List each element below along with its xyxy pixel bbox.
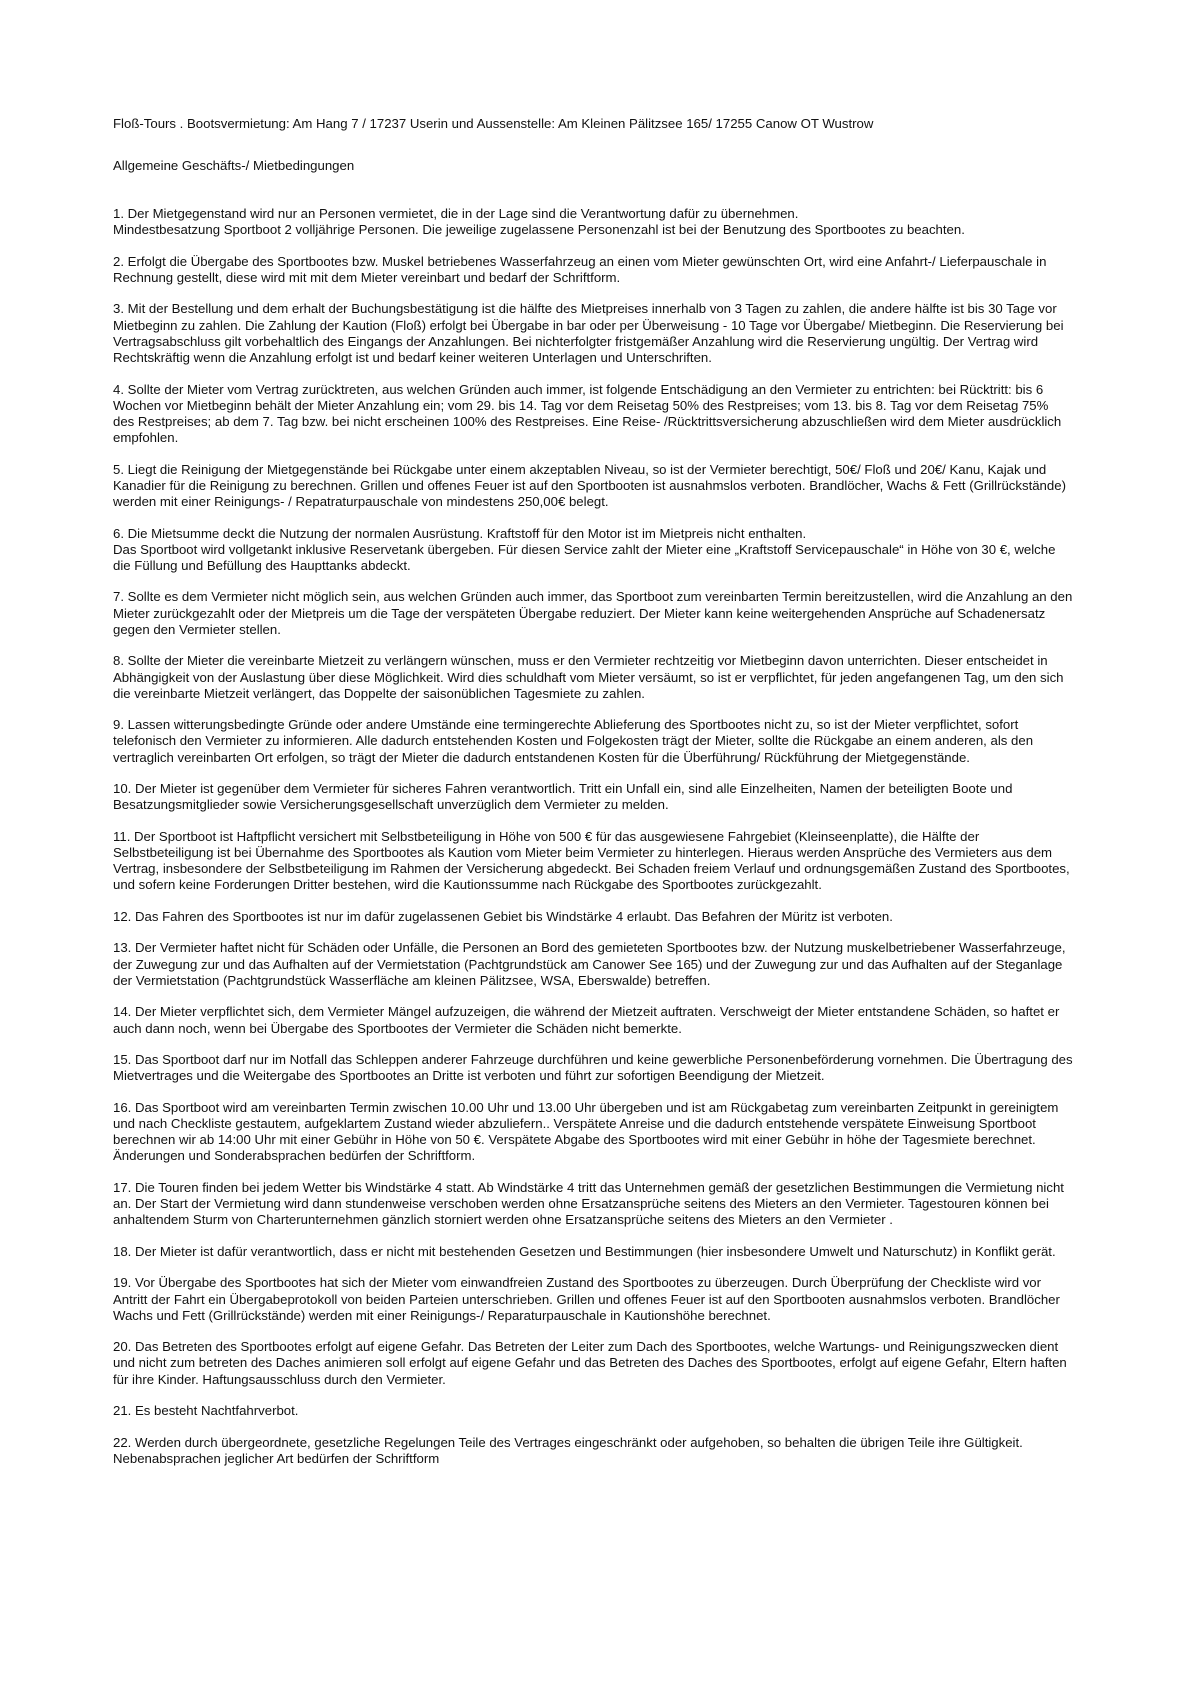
clause-text: 9. Lassen witterungsbedingte Gründe oder andere Umstände eine termingerechte Ablieferung des Sportbootes nicht zu, so ist der Mieter verpflichtet, sofort telefonisch den Vermieter zu informieren. Alle dadurch entstehenden Kosten und Folgekosten trägt der Mieter, sollte die Rückgabe an einem anderen, als den vertraglich vereinbarten Ort erfolgen, so trägt der Mieter die dadurch entstandenen Kosten für die Überführung/ Rückführung der Mietgegenstände. [113, 717, 1034, 765]
clause-item [113, 526, 1073, 575]
clause-item [113, 1435, 1073, 1467]
clause-text: 21. Es besteht Nachtfahrverbot. [113, 1403, 299, 1419]
clause-item [113, 1339, 1073, 1388]
clause-text: 19. Vor Übergabe des Sportbootes hat sich der Mieter vom einwandfreien Zustand des Sportbootes zu überzeugen. Durch Überprüfung der Checkliste wird vor Antritt der Fahrt ein Übergabeprotokoll von beiden Parteien unterschrieben. Grillen und offenes Feuer ist auf den Sportbooten ausnahmslos verboten. Brandlöcher Wachs und Fett (Grillrückstände) werden mit einer Reinigungs-/ Reparaturpauschale in Kautionshöhe berechnet. [113, 1275, 1060, 1323]
clause-text: 2. Erfolgt die Übergabe des Sportbootes bzw. Muskel betriebenes Wasserfahrzeug an einen vom Mieter gewünschten Ort, wird eine Anfahrt-/ Lieferpauschale in Rechnung gestellt, diese wird mit mit dem Mieter vereinbart und bedarf der Schriftform. [113, 253, 1047, 285]
clause-item [113, 781, 1073, 813]
clause-text: 18. Der Mieter ist dafür verantwortlich, dass er nicht mit bestehenden Gesetzen und Bestimmungen (hier insbesondere Umwelt und Naturschutz) in Konflikt gerät. [113, 1243, 1056, 1259]
clause-item [113, 589, 1073, 638]
document-page [113, 115, 1073, 1482]
clause-item [113, 1275, 1073, 1324]
clause-text: 4. Sollte der Mieter vom Vertrag zurücktreten, aus welchen Gründen auch immer, ist folgende Entschädigung an den Vermieter zu entrichten: bei Rücktritt: bis 6 Wochen vor Mietbeginn behält der Mieter Anzahlung ein; vom 29. bis 14. Tag vor dem Reisetag 50% des Restpreises; vom 13. bis 8. Tag vor dem Reisetag 75% des Restpreises; ab dem 7. Tag bzw. bei nicht erscheinen 100% des Restpreises. Eine Reise- /Rücktrittsversicherung abzuschließen wird dem Mieter ausdrücklich empfohlen. [113, 381, 1062, 446]
clause-text: 7. Sollte es dem Vermieter nicht möglich sein, aus welchen Gründen auch immer, das Sportboot zum vereinbarten Termin bereitzustellen, wird die Anzahlung an den Mieter zurückgezahlt oder der Mietpreis um die Tage der verspäteten Übergabe reduziert. Der Mieter kann keine weitergehenden Ansprüche auf Schadenersatz gegen den Vermieter stellen. [113, 589, 1073, 637]
clause-item [113, 1100, 1073, 1165]
clause-item [113, 254, 1073, 286]
clause-text: 22. Werden durch übergeordnete, gesetzliche Regelungen Teile des Vertrages eingeschränkt oder aufgehoben, so behalten die übrigen Teile ihre Gültigkeit. Nebenabsprachen jeglicher Art bedürfen der Schriftform [113, 1434, 1023, 1466]
clause-text: 20. Das Betreten des Sportbootes erfolgt auf eigene Gefahr. Das Betreten der Leiter zum Dach des Sportbootes, welche Wartungs- und Reinigungszwecken dient und nicht zum betreten des Daches animieren soll erfolgt auf eigene Gefahr und das Betreten des Daches des Sportbootes, erfolgt auf eigene Gefahr, Eltern haften für ihre Kinder. Haftungsausschluss durch den Vermieter. [113, 1339, 1067, 1387]
clause-item [113, 206, 1073, 238]
clause-item [113, 1180, 1073, 1229]
clause-item [113, 1244, 1073, 1260]
document-title: Allgemeine Geschäfts-/ Mietbedingungen [113, 158, 355, 173]
clause-item [113, 1403, 1073, 1419]
clause-item [113, 717, 1073, 766]
clause-item [113, 382, 1073, 447]
clause-list [113, 206, 1073, 1467]
clause-text: 5. Liegt die Reinigung der Mietgegenstände bei Rückgabe unter einem akzeptablen Niveau, so ist der Vermieter berechtigt, 50€/ Floß und 20€/ Kanu, Kajak und Kanadier für die Reinigung zu berechnen. Grillen und offenes Feuer ist auf den Sportbooten ist ausnahmslos verboten. Brandlöcher, Wachs & Fett (Grillrückstände) werden mit einer Reinigungs- / Repatraturpauschale von mindestens 250,00€ belegt. [113, 461, 1066, 510]
company-address-line: Floß-Tours . Bootsvermietung: Am Hang 7 / 17237 Userin und Aussenstelle: Am Kleinen Pälitzsee 165/ 17255 Canow OT Wustrow [113, 116, 874, 131]
clause-text: 12. Das Fahren des Sportbootes ist nur im dafür zugelassenen Gebiet bis Windstärke 4 erlaubt. Das Befahren der Müritz ist verboten. [113, 908, 893, 924]
clause-text: 6. Die Mietsumme deckt die Nutzung der normalen Ausrüstung. Kraftstoff für den Motor ist im Mietpreis nicht enthalten. [113, 525, 807, 541]
clause-item [113, 301, 1073, 366]
clause-text: 16. Das Sportboot wird am vereinbarten Termin zwischen 10.00 Uhr und 13.00 Uhr übergeben und ist am Rückgabetag zum vereinbarten Zeitpunkt in gereinigtem und nach Checkliste gestautem, aufgeklartem Zustand wieder abzuliefern.. Verspätete Anreise und die dadurch entstehende verspätete Einweisung Sportboot berechnen wir ab 14:00 Uhr mit einer Gebühr in Höhe von 50 €. Verspätete Abgabe des Sportbootes wird mit einer Gebühr in höhe der Tagesmiete berechnet. Änderungen und Sonderabsprachen bedürfen der Schriftform. [113, 1099, 1059, 1164]
clause-item [113, 653, 1073, 702]
clause-text: 10. Der Mieter ist gegenüber dem Vermieter für sicheres Fahren verantwortlich. Tritt ein Unfall ein, sind alle Einzelheiten, Namen der beteiligten Boote und Besatzungsmitglieder sowie Versicherungsgesellschaft unverzüglich dem Vermieter zu melden. [113, 781, 1013, 813]
clause-item [113, 909, 1073, 925]
clause-item [113, 1004, 1073, 1036]
clause-text: 15. Das Sportboot darf nur im Notfall das Schleppen anderer Fahrzeuge durchführen und keine gewerbliche Personenbeförderung vornehmen. Die Übertragung des Mietvertrages und die Weitergabe des Sportbootes an Dritte ist verboten und führt zur sofortigen Beendigung der Mietzeit. [113, 1052, 1073, 1084]
clause-text: 8. Sollte der Mieter die vereinbarte Mietzeit zu verlängern wünschen, muss er den Vermieter rechtzeitig vor Mietbeginn davon unterrichten. Dieser entscheidet in Abhängigkeit von der Auslastung über diese Möglichkeit. Wird dies schuldhaft vom Mieter versäumt, so ist er verpflichtet, für jeden angefangenen Tag, um den sich die vereinbarte Mietzeit verlängert, das Doppelte der saisonüblichen Tagesmiete zu zahlen. [113, 653, 1064, 701]
clause-item [113, 940, 1073, 989]
clause-text: 3. Mit der Bestellung und dem erhalt der Buchungsbestätigung ist die hälfte des Mietpreises innerhalb von 3 Tagen zu zahlen, die andere hälfte ist bis 30 Tage vor Mietbeginn zu zahlen. Die Zahlung der Kaution (Floß) erfolgt bei Übergabe in bar oder per Überweisung - 10 Tage vor Übergabe/ Mietbeginn. Die Reservierung bei Vertragsabschluss gilt vorbehaltlich des Eingangs der Anzahlungen. Bei nichterfolgter fristgemäßer Anzahlung wird die Reservierung ungültig. Der Vertrag wird Rechtskräftig wenn die Anzahlung erfolgt ist und bedarf keiner weiteren Unterlagen und Unterschriften. [113, 301, 1064, 366]
clause-text-continued: Mindestbesatzung Sportboot 2 volljährige Personen. Die jeweilige zugelassene Personenzahl ist bei der Benutzung des Sportbootes zu beachten. [113, 222, 965, 238]
clause-text: 1. Der Mietgegenstand wird nur an Personen vermietet, die in der Lage sind die Verantwortung dafür zu übernehmen. [113, 206, 799, 221]
clause-item [113, 1052, 1073, 1084]
clause-text: 11. Der Sportboot ist Haftpflicht versichert mit Selbstbeteiligung in Höhe von 500 € für das ausgewiesene Fahrgebiet (Kleinseenplatte), die Hälfte der Selbstbeteiligung ist bei Übernahme des Sportbootes als Kaution vom Mieter beim Vermieter zu hinterlegen. Hieraus werden Ansprüche des Vermieters aus dem Vertrag, insbesondere der Selbstbeteiligung im Rahmen der Versicherung abgedeckt. Bei Schaden freiem Verlauf und ordnungsgemäßen Zustand des Sportbootes, und sofern keine Forderungen Dritter bestehen, wird die Kautionssumme nach Rückgabe des Sportbootes zurückgezahlt. [113, 828, 1070, 893]
clause-text: 14. Der Mieter verpflichtet sich, dem Vermieter Mängel aufzuzeigen, die während der Mietzeit auftraten. Verschweigt der Mieter entstandene Schäden, so haftet er auch dann noch, wenn bei Übergabe des Sportbootes der Vermieter die Schäden nicht bemerkte. [113, 1004, 1060, 1036]
clause-text: 17. Die Touren finden bei jedem Wetter bis Windstärke 4 statt. Ab Windstärke 4 tritt das Unternehmen gemäß der gesetzlichen Bestimmungen die Vermietung nicht an. Der Start der Vermietung wird dann stundenweise verschoben werden ohne Ersatzansprüche seitens des Mieters an den Vermieter. Tagestouren können bei anhaltendem Sturm von Charterunternehmen gänzlich storniert werden ohne Ersatzansprüche seitens des Mieters an den Vermieter . [113, 1179, 1064, 1228]
clause-item [113, 829, 1073, 894]
clause-item [113, 462, 1073, 511]
clause-text-continued: Das Sportboot wird vollgetankt inklusive Reservetank übergeben. Für diesen Service zahlt der Mieter eine „Kraftstoff Servicepauschale“ in Höhe von 30 €, welche die Füllung und Befüllung des Haupttanks abdeckt. [113, 541, 1056, 573]
clause-text: 13. Der Vermieter haftet nicht für Schäden oder Unfälle, die Personen an Bord des gemieteten Sportbootes bzw. der Nutzung muskelbetriebener Wasserfahrzeuge, der Zuwegung zur und das Aufhalten auf der Vermietstation (Pachtgrundstück am Canower See 165) und der Zuwegung zur und das Aufhalten auf der Steganlage der Vermietstation (Pachtgrundstück Wasserfläche am kleinen Pälitzsee, WSA, Eberswalde) betreffen. [113, 940, 1066, 988]
